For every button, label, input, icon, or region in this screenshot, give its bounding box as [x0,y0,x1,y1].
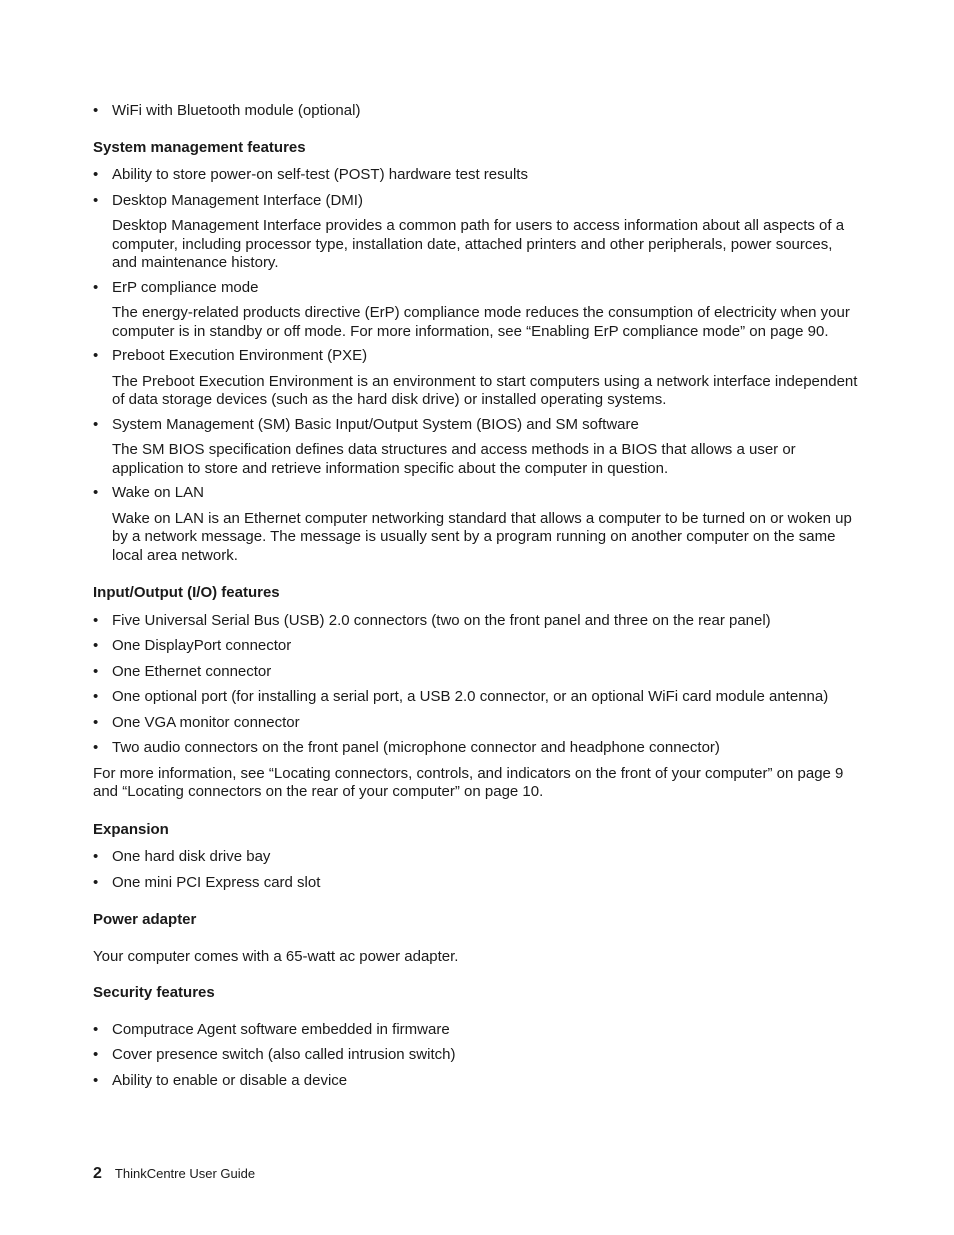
list-item: • Computrace Agent software embedded in firmware [93,1021,858,1040]
list-item: • One Ethernet connector [93,663,858,682]
item-description: The Preboot Execution Environment is an environment to start computers using a network interface independent of data storage devices (such as the hard disk drive) or installed operating systems. [112,372,858,408]
list-item: • Cover presence switch (also called intrusion switch) [93,1046,858,1065]
list-item: • Five Universal Serial Bus (USB) 2.0 connectors (two on the front panel and three on the rear panel) [93,612,858,631]
list-item: • One VGA monitor connector [93,714,858,733]
section-heading-power-adapter: Power adapter [93,911,197,928]
list-item: • Desktop Management Interface (DMI) [93,192,858,211]
page-number: 2 [93,1165,102,1182]
list-item: • Two audio connectors on the front panel (microphone connector and headphone connector) [93,739,858,758]
section-heading-security: Security features [93,984,215,1001]
section-heading-system-management: System management features [93,138,306,156]
list-item: • Ability to enable or disable a device [93,1072,858,1091]
list-item: • Ability to store power-on self-test (POST) hardware test results [93,166,858,185]
list-item: • One DisplayPort connector [93,637,858,656]
list-item: • One mini PCI Express card slot [93,874,858,893]
list-item: • One optional port (for installing a serial port, a USB 2.0 connector, or an optional WiFi card module antenna) [93,688,858,707]
section-heading-expansion: Expansion [93,820,169,838]
page-footer [93,1165,255,1184]
list-item: • Preboot Execution Environment (PXE) [93,347,858,366]
item-description: Wake on LAN is an Ethernet computer networking standard that allows a computer to be turned on or woken up by a network message. The message is usually sent by a program running on another computer on the same local area network. [112,509,852,564]
list-item: • WiFi with Bluetooth module (optional) [93,102,858,121]
item-description: Desktop Management Interface provides a common path for users to access information about all aspects of a computer, including processor type, installation date, attached printers and other peripherals, power sources, and maintenance history. [112,217,845,271]
list-item: • ErP compliance mode [93,279,858,298]
section-heading-io: Input/Output (I/O) features [93,584,280,601]
list-item: • Wake on LAN [93,484,858,503]
item-description: The energy-related products directive (ErP) compliance mode reduces the consumption of electricity when your computer is in standby or off mode. For more information, see “Enabling ErP compliance mode” on page 90. [112,304,850,340]
page-content [93,102,858,1097]
footer-title: ThinkCentre User Guide [114,1166,256,1181]
list-item: • One hard disk drive bay [93,848,858,867]
item-description: The SM BIOS specification defines data structures and access methods in a BIOS that allows a user or application to store and retrieve information specific about the computer in question. [112,441,796,477]
list-item: • System Management (SM) Basic Input/Output System (BIOS) and SM software [93,416,858,435]
power-adapter-text: Your computer comes with a 65-watt ac power adapter. [93,947,459,965]
io-note: For more information, see “Locating connectors, controls, and indicators on the front of your computer” on page 9 and “Locating connectors on the rear of your computer” on page 10. [93,764,844,800]
